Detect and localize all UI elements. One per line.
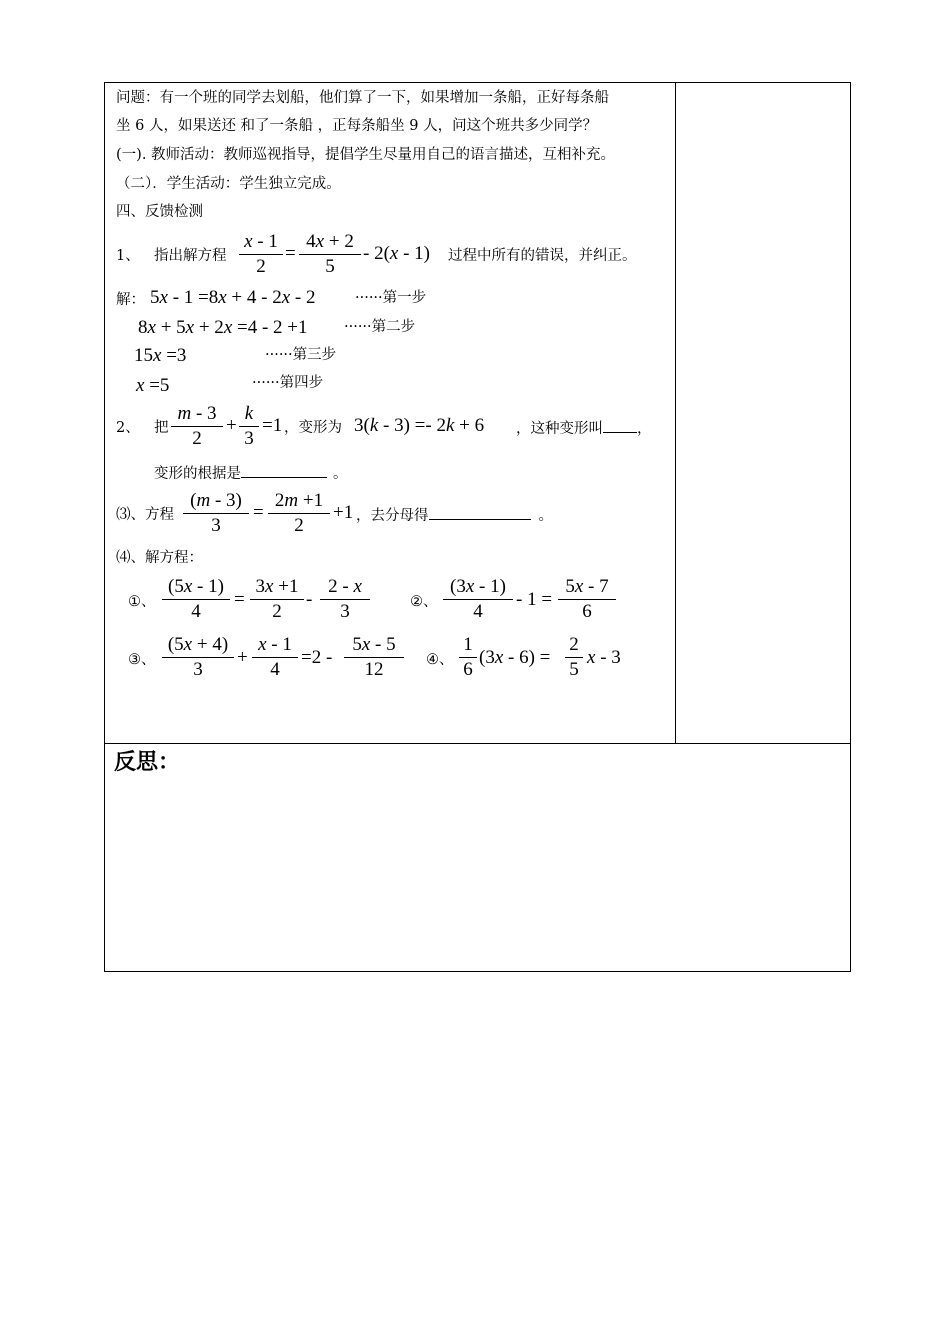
q4-eq2-frac-a: $\frac{(3x - 1)}{4}$: [443, 575, 513, 624]
q1-solve-label: 解：: [116, 292, 145, 308]
q4-eq3-plus: +: [237, 647, 248, 668]
q4-eq1-equals: =: [234, 589, 245, 610]
q3-suffix: ，去分母得 。: [356, 505, 553, 526]
q4-eq1-frac-b: $\frac{3x +1}{2}$: [250, 575, 304, 624]
column-divider: [675, 82, 676, 744]
q2-frac-b: $\frac{k}{3}$: [239, 402, 259, 451]
problem-line-2: 坐 6 人，如果送还 和了一条船 ，正每条船坐 9 人，问这个班共多少同学？: [116, 118, 598, 134]
q2-transformed: 3(k - 3) =- 2k + 6: [354, 415, 485, 436]
q4-eq1-label: ①、: [128, 594, 156, 610]
q1-frac-right: $\frac{4x + 2}{5}$: [299, 230, 361, 279]
q1-step3-label: ······第三步: [265, 347, 337, 363]
q4-eq3-frac-b: $\frac{x - 1}{4}$: [252, 633, 298, 682]
q4-eq1-frac-c: $\frac{2 - x}{3}$: [320, 575, 370, 624]
q1-step1-eq: 5x - 1 =8x + 4 - 2x - 2: [150, 287, 316, 308]
q4-eq2-mid: - 1 =: [516, 589, 553, 610]
q2-eq-one: =1: [262, 415, 283, 436]
q4-eq2-label: ②、: [410, 594, 438, 610]
q3-label: ⑶、方程: [116, 507, 174, 523]
q4-title: ⑷、解方程：: [116, 550, 203, 566]
q1-step2-eq: 8x + 5x + 2x =4 - 2 +1: [138, 317, 308, 338]
q4-eq3-frac-c: $\frac{5x - 5}{12}$: [344, 633, 404, 682]
q1-step2-label: ······第二步: [344, 319, 416, 335]
section-4-title: 四、反馈检测: [116, 204, 203, 220]
teacher-activity: (一). 教师活动：教师巡视指导，提倡学生尽量用自己的语言描述，互相补充。: [116, 147, 616, 163]
q3-plus-one: +1: [333, 502, 354, 523]
q1-number: 1、: [116, 248, 140, 264]
q1-step4-eq: x =5: [136, 375, 170, 396]
q1-suffix: 过程中所有的错误，并纠正。: [448, 248, 637, 264]
q4-eq4-mid: (3x - 6) =: [479, 647, 551, 668]
q2-number: 2、: [116, 420, 140, 436]
q4-eq3-label: ③、: [128, 652, 156, 668]
reflection-title: 反思：: [114, 750, 181, 775]
q3-blank[interactable]: [429, 505, 531, 520]
q4-eq1-minus: -: [306, 589, 313, 610]
q1-step3-eq: 15x =3: [134, 345, 187, 366]
q2-mid: ，变形为: [284, 420, 342, 436]
q4-eq3-frac-a: $\frac{(5x + 4)}{3}$: [162, 633, 234, 682]
student-activity: （二）．学生活动：学生独立完成。: [116, 176, 341, 192]
q4-eq4-frac-a: $\frac{1}{6}$: [459, 633, 477, 682]
q4-eq3-mid: =2 -: [301, 647, 333, 668]
q1-frac-left: $\frac{x - 1}{2}$: [239, 230, 283, 279]
q2-blank-2[interactable]: [241, 463, 327, 478]
q4-eq4-frac-b: $\frac{2}{5}$: [565, 633, 583, 682]
q2-plus: +: [226, 415, 237, 436]
q4-eq4-tail: x - 3: [587, 647, 621, 668]
q1-tail-expr: - 2(x - 1): [363, 243, 430, 264]
q4-eq4-label: ④、: [426, 652, 454, 668]
q2-line2: 变形的根据是 。: [154, 463, 348, 484]
row-divider: [104, 743, 851, 744]
q3-frac-right: $\frac{2m +1}{2}$: [268, 489, 330, 538]
q2-prefix: 把: [154, 420, 169, 436]
q1-prefix: 指出解方程: [154, 248, 227, 264]
q2-frac-a: $\frac{m - 3}{2}$: [171, 402, 223, 451]
q2-suffix: ，这种变形叫 ，: [516, 418, 652, 439]
q3-frac-left: $\frac{(m - 3)}{3}$: [183, 489, 249, 538]
q1-equals: =: [285, 243, 296, 264]
q4-eq1-frac-a: $\frac{(5x - 1)}{4}$: [162, 575, 230, 624]
q1-step4-label: ······第四步: [252, 375, 324, 391]
q2-blank-1[interactable]: [603, 418, 637, 433]
q4-eq2-frac-b: $\frac{5x - 7}{6}$: [558, 575, 616, 624]
problem-line-1: 问题：有一个班的同学去划船，他们算了一下，如果增加一条船，正好每条船: [116, 90, 609, 106]
q3-equals: =: [253, 502, 264, 523]
q1-step1-label: ······第一步: [355, 290, 427, 306]
